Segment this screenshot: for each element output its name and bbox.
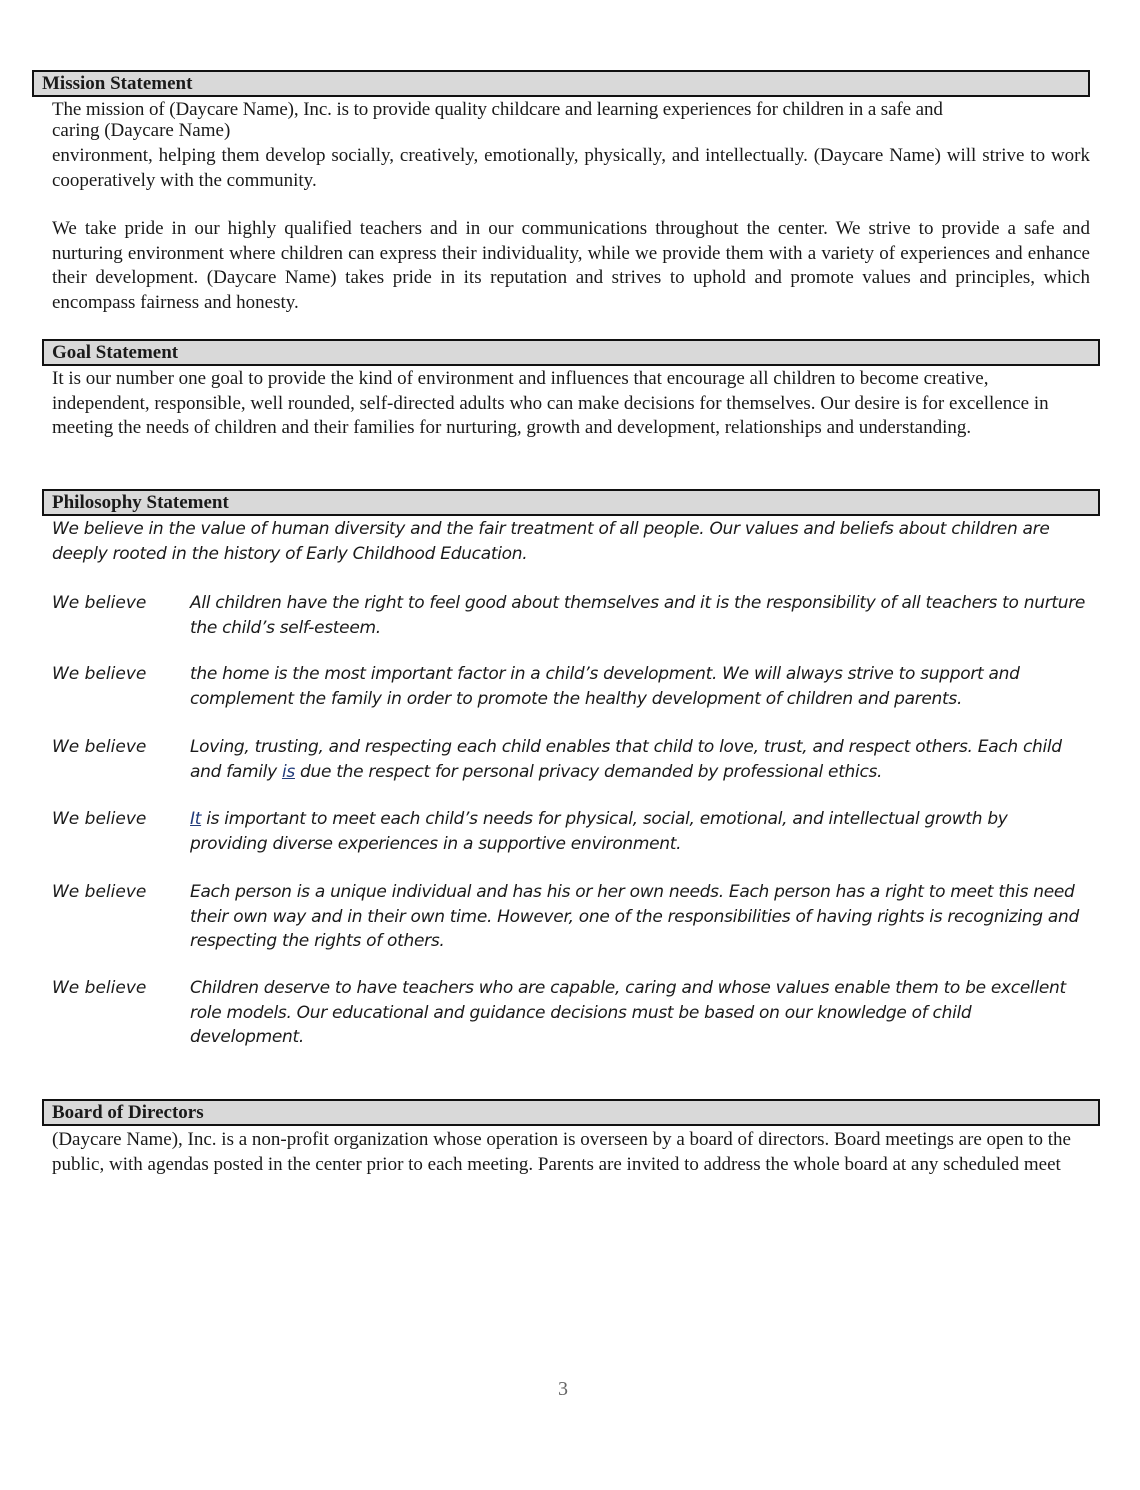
belief-label: We believe bbox=[52, 737, 147, 757]
page-number: 3 bbox=[558, 1378, 568, 1400]
belief-label: We believe bbox=[52, 978, 147, 998]
belief-label: We believe bbox=[52, 664, 147, 684]
belief-text-part: due the respect for personal privacy demanded by professional ethics. bbox=[294, 761, 883, 782]
belief-text: Each person is a unique individual and has his or her own needs. Each person has a right to meet this need their own way and in their own time. However, one of the responsibilities of having rights is recognizing and respecting the rights of others. bbox=[190, 882, 1079, 951]
belief-label: We believe bbox=[52, 593, 147, 613]
board-heading: Board of Directors bbox=[42, 1099, 1100, 1126]
belief-text: Children deserve to have teachers who are capable, caring and whose values enable them to be excellent role models. Our educational and guidance decisions must be based on our knowledge of child development. bbox=[190, 978, 1066, 1047]
belief-label: We believe bbox=[52, 809, 147, 829]
philosophy-heading: Philosophy Statement bbox=[42, 489, 1100, 516]
board-paragraph: (Daycare Name), Inc. is a non-profit organization whose operation is overseen by a board of directors. Board meetings are open to the public, with agendas posted in the center prior to each meeting. Parents are invited to address the whole board at any scheduled meet bbox=[52, 1129, 1071, 1175]
belief-text-part: Loving, trusting, and respecting each child enables that child to love, trust, and respect others. Each child and family bbox=[190, 737, 1062, 782]
belief-text-part: is important to meet each child’s needs for physical, social, emotional, and intellectual growth by providing diverse experiences in a supportive environment. bbox=[190, 809, 1008, 854]
belief-text: the home is the most important factor in a child’s development. We will always strive to support and complement the family in order to promote the healthy development of children and parents. bbox=[190, 664, 1020, 709]
mission-line-2: caring (Daycare Name) bbox=[52, 120, 231, 141]
mission-line-1: The mission of (Daycare Name), Inc. is to provide quality childcare and learning experiences for children in a safe and bbox=[52, 99, 943, 120]
spelling-flag-underline: It bbox=[190, 809, 202, 829]
mission-heading: Mission Statement bbox=[32, 70, 1090, 97]
belief-text bbox=[190, 735, 1090, 784]
mission-paragraph-2: We take pride in our highly qualified teachers and in our communications throughout the center. We strive to provide a safe and nurturing environment where children can express their individuality, while we provide them with a variety of experiences and enhance their development. (Daycare Name) takes pride in its reputation and strives to uphold and promote values and principles, which encompass fairness and honesty. bbox=[52, 218, 1090, 313]
belief-text bbox=[190, 807, 1090, 856]
philosophy-intro: We believe in the value of human diversity and the fair treatment of all people. Our values and beliefs about children are deeply rooted in the history of Early Childhood Education. bbox=[52, 519, 1050, 564]
spelling-flag-underline: is bbox=[281, 761, 295, 782]
goal-paragraph: It is our number one goal to provide the kind of environment and influences that encourage all children to become creative, independent, responsible, well rounded, self-directed adults who can make decisions for themselves. Our desire is for excellence in meeting the needs of children and their families for nurturing, growth and development, relationships and understanding. bbox=[52, 368, 1049, 438]
mission-paragraph-1: environment, helping them develop socially, creatively, emotionally, physically, and intellectually. (Daycare Name) will strive to work cooperatively with the community. bbox=[52, 145, 1090, 191]
goal-heading: Goal Statement bbox=[42, 339, 1100, 366]
belief-text: All children have the right to feel good about themselves and it is the responsibility of all teachers to nurture the child’s self-esteem. bbox=[190, 593, 1086, 638]
belief-label: We believe bbox=[52, 882, 147, 902]
